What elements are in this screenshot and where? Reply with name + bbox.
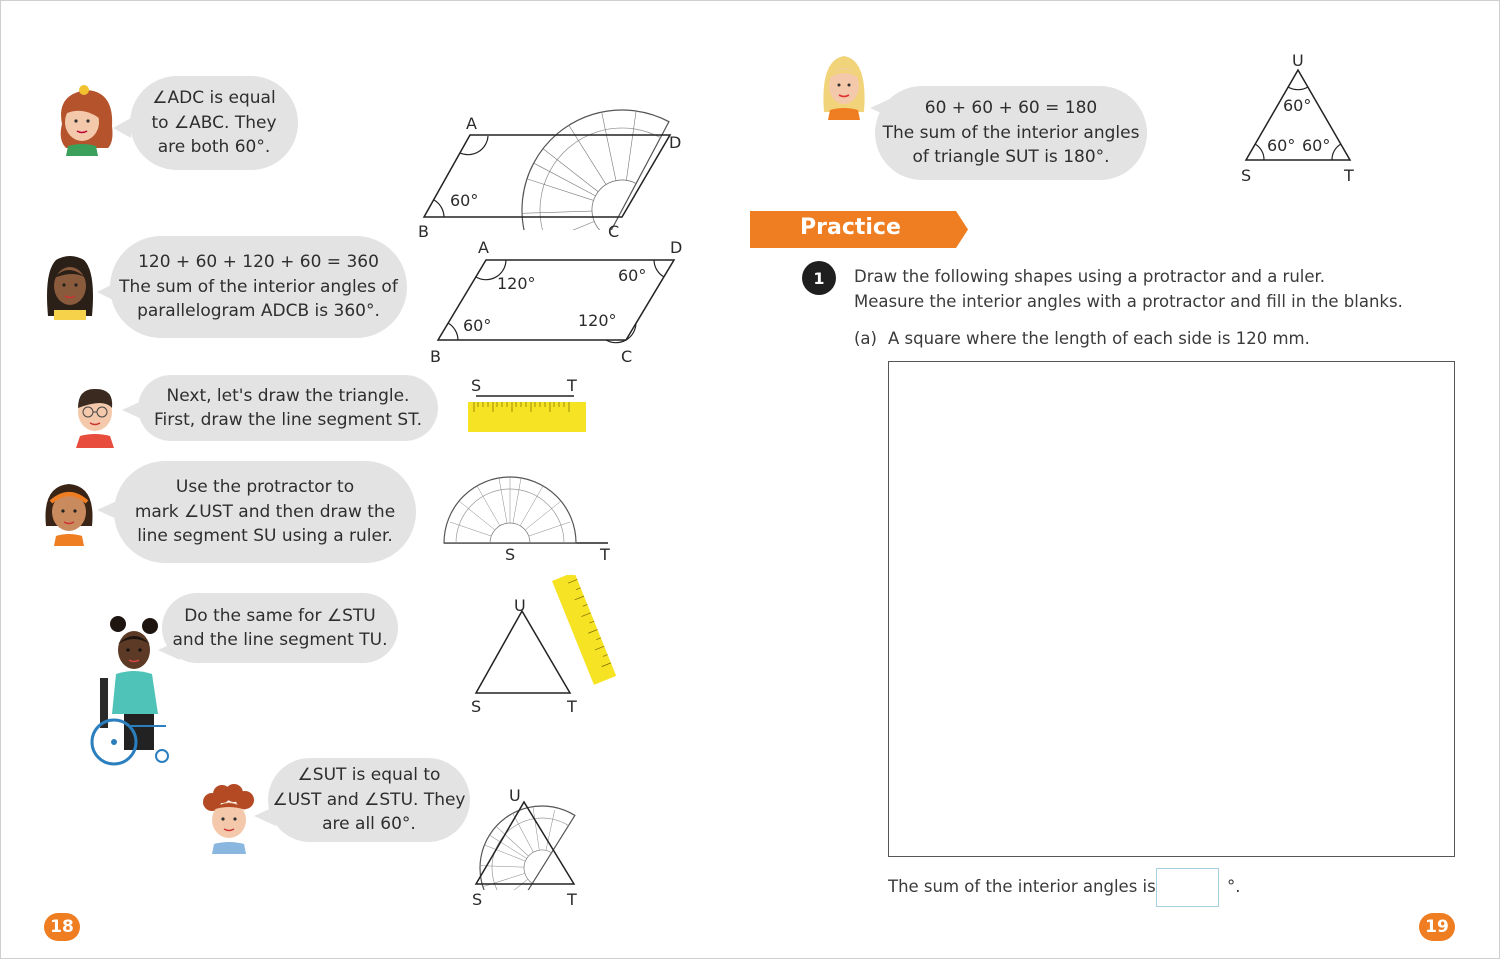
point-label-u: U xyxy=(509,786,521,805)
equilateral-triangle-figure xyxy=(1238,64,1360,166)
bubble-text: The sum of the interior angles xyxy=(882,122,1140,143)
point-label-t: T xyxy=(567,890,577,909)
bubble-text: 120 + 60 + 120 + 60 = 360 xyxy=(138,252,379,273)
bubble-text: The sum of the interior angles of xyxy=(119,276,398,297)
parallelogram-angles-figure xyxy=(430,250,690,350)
triangle-protractor-figure xyxy=(470,740,605,890)
angle-label: 120° xyxy=(578,311,617,330)
bubble-text: First, draw the line segment ST. xyxy=(153,410,422,430)
instruction-text: Measure the interior angles with a protractor and fill in the blanks. xyxy=(854,292,1403,311)
instruction-text: Draw the following shapes using a protractor and a ruler. xyxy=(854,267,1326,286)
point-label-b: B xyxy=(430,347,441,366)
part-a-text: A square where the length of each side is 120 mm. xyxy=(888,329,1310,348)
bubble-tail xyxy=(113,118,131,138)
point-label-u: U xyxy=(1292,51,1304,70)
speech-bubble-3 xyxy=(138,375,438,441)
point-label-a: A xyxy=(466,114,477,133)
sum-prompt: The sum of the interior angles is xyxy=(888,877,1156,896)
boy-glasses-icon xyxy=(70,384,120,448)
girl-red-hair-icon xyxy=(52,84,122,156)
answer-input-box[interactable] xyxy=(1156,868,1219,907)
point-label-s: S xyxy=(1241,166,1252,185)
boy-curly-hair-icon xyxy=(200,784,258,854)
point-label-u: U xyxy=(514,596,526,615)
angle-label: 60° xyxy=(1283,96,1312,115)
angle-label: 120° xyxy=(497,274,536,293)
degree-suffix: °. xyxy=(1227,877,1241,896)
point-label-t: T xyxy=(567,376,577,395)
angle-label: 60° xyxy=(1302,136,1331,155)
protractor-icon xyxy=(487,75,669,230)
bubble-text: Use the protractor to xyxy=(175,477,355,498)
bubble-text: of triangle SUT is 180°. xyxy=(912,147,1110,168)
point-label-c: C xyxy=(621,347,633,366)
bubble-text: mark ∠UST and then draw the xyxy=(134,501,396,522)
speech-bubble-4 xyxy=(114,461,416,563)
bubble-text: are both 60°. xyxy=(157,137,271,158)
angle-label: 60° xyxy=(450,191,479,210)
speech-bubble-6 xyxy=(268,758,470,842)
point-label-a: A xyxy=(478,238,489,257)
bubble-text: Do the same for ∠STU xyxy=(184,605,376,626)
point-label-d: D xyxy=(669,133,682,152)
point-label-s: S xyxy=(471,697,482,716)
protractor-on-segment-figure xyxy=(440,470,615,550)
angle-label: 60° xyxy=(1267,136,1296,155)
point-label-d: D xyxy=(670,238,683,257)
bubble-text: 60 + 60 + 60 = 180 xyxy=(924,98,1098,119)
bubble-text: parallelogram ADCB is 360°. xyxy=(137,301,380,322)
point-label-b: B xyxy=(418,222,429,241)
speech-bubble-7 xyxy=(875,86,1147,180)
bubble-text: and the line segment TU. xyxy=(172,630,388,650)
bubble-text: ∠ADC is equal xyxy=(152,88,276,109)
bubble-text: ∠UST and ∠STU. They xyxy=(272,789,466,810)
point-label-t: T xyxy=(567,697,577,716)
page-number-right: 19 xyxy=(1419,913,1455,941)
point-label-s: S xyxy=(472,890,483,909)
ruler-icon xyxy=(468,402,586,432)
girl-blonde-icon xyxy=(820,52,868,120)
girl-headband-icon xyxy=(42,480,96,546)
speech-bubble-1 xyxy=(130,76,298,170)
triangle-ruler-figure xyxy=(470,575,620,700)
girl-dark-hair-icon xyxy=(44,252,96,320)
point-label-s: S xyxy=(505,545,516,564)
question-number-badge: 1 xyxy=(802,261,836,295)
bubble-text: are all 60°. xyxy=(322,814,416,835)
practice-heading: Practice xyxy=(800,215,901,240)
speech-bubble-5 xyxy=(162,593,398,663)
segment-ruler-figure xyxy=(466,390,590,438)
bubble-text: Next, let's draw the triangle. xyxy=(166,385,410,406)
angle-label: 60° xyxy=(618,266,647,285)
point-label-t: T xyxy=(1344,166,1354,185)
protractor-icon xyxy=(444,477,576,543)
drawing-area[interactable] xyxy=(888,361,1455,857)
point-label-t: T xyxy=(600,545,610,564)
point-label-c: C xyxy=(608,222,620,241)
bubble-text: to ∠ABC. They xyxy=(151,112,277,133)
page-number-left: 18 xyxy=(44,913,80,941)
bubble-text: line segment SU using a ruler. xyxy=(137,526,393,547)
point-label-s: S xyxy=(471,376,482,395)
protractor-icon xyxy=(470,783,575,890)
ruler-icon xyxy=(552,575,616,685)
part-label: (a) xyxy=(854,329,877,348)
angle-label: 60° xyxy=(463,316,492,335)
bubble-text: ∠SUT is equal to xyxy=(297,765,441,786)
speech-bubble-2 xyxy=(110,236,407,338)
